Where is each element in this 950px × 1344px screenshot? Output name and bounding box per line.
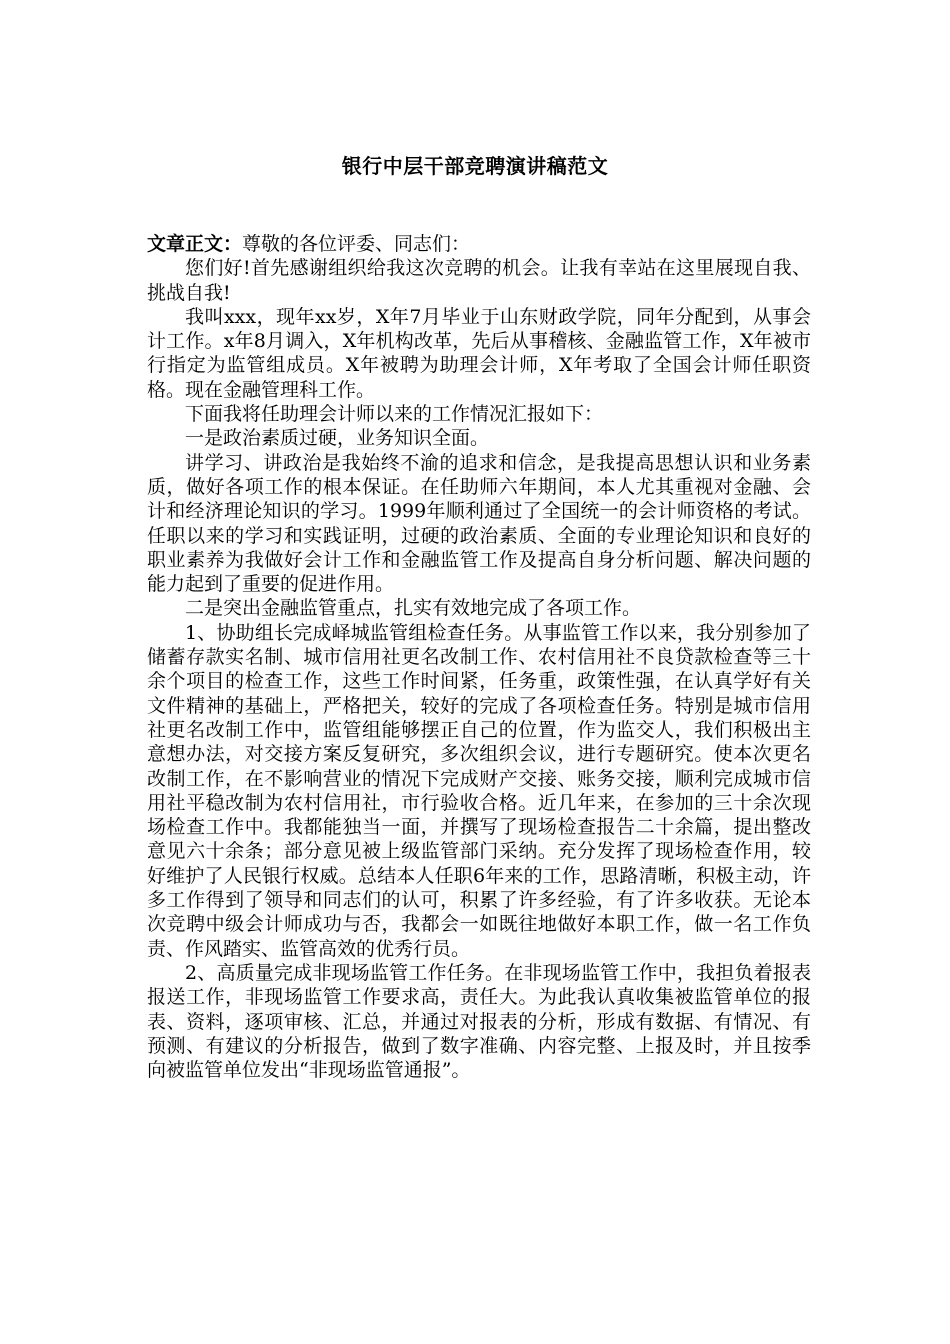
lead-label: 文章正文： (147, 233, 243, 255)
paragraph-item-one: 1、协助组长完成峄城监管组检查任务。从事监管工作以来，我分别参加了储蓄存款实名制、城市信用社更名改制工作、农村信用社不良贷款检查等三十余个项目的检查工作，这些工作时间紧，任务重，政策性强，在认真学好有关文件精神的基础上，严格把关，较好的完成了各项检查任务。特别是城市信用社更名改制工作中，监管组能够摆正自己的位置，作为监交人，我们积极出主意想办法，对交接方案反复研究，多次组织会议，进行专题研究。使本次更名改制工作，在不影响营业的情况下完成财产交接、账务交接，顺利完成城市信用社平稳改制为农村信用社，市行验收合格。近几年来，在参加的三十余次现场检查工作中。我都能独当一面，并撰写了现场检查报告二十余篇，提出整改意见六十余条；部分意见被上级监管部门采纳。充分发挥了现场检查作用，较好维护了人民银行权威。总结本人任职6年来的工作，思路清晰，积极主动，许多工作得到了领导和同志们的认可，积累了许多经验，有了许多收获。无论本次竞聘中级会计师成功与否，我都会一如既往地做好本职工作，做一名工作负责、作风踏实、监管高效的优秀行员。 (147, 621, 811, 960)
paragraph-report-intro: 下面我将任助理会计师以来的工作情况汇报如下： (185, 403, 604, 426)
document-body (147, 232, 811, 1082)
document-title: 银行中层干部竞聘演讲稿范文 (341, 154, 609, 178)
paragraph-self-introduction: 我叫xxx，现年xx岁，X年7月毕业于山东财政学院，同年分配到，从事会计工作。x年8月调入，X年机构改革，先后从事稽核、金融监管工作，X年被市行指定为监管组成员。X年被聘为助理会计师，X年考取了全国会计师任职资格。现在金融管理科工作。 (147, 305, 811, 401)
paragraph-item-two: 2、高质量完成非现场监管工作任务。在非现场监管工作中，我担负着报表报送工作，非现场监管工作要求高，责任大。为此我认真收集被监管单位的报表、资料，逐项审核、汇总，并通过对报表的分析，形成有数据、有情况、有预测、有建议的分析报告，做到了数字准确、内容完整、上报及时，并且按季向被监管单位发出“非现场监管通报”。 (147, 961, 811, 1082)
lead-salutation: 尊敬的各位评委、同志们： (242, 233, 471, 255)
paragraph-point-two: 二是突出金融监管重点，扎实有效地完成了各项工作。 (185, 597, 642, 620)
paragraph-point-one: 一是政治素质过硬，业务知识全面。 (185, 427, 490, 450)
lead-line (147, 232, 811, 256)
paragraph-greeting: 您们好!首先感谢组织给我这次竞聘的机会。让我有幸站在这里展现自我、挑战自我! (147, 257, 811, 304)
paragraph-study: 讲学习、讲政治是我始终不渝的追求和信念，是我提高思想认识和业务素质，做好各项工作的根本保证。在任助师六年期间，本人尤其重视对金融、会计和经济理论知识的学习。1999年顺利通过了全国统一的会计师资格的考试。任职以来的学习和实践证明，过硬的政治素质、全面的专业理论知识和良好的职业素养为我做好会计工作和金融监管工作及提高自身分析问题、解决问题的能力起到了重要的促进作用。 (147, 451, 811, 596)
